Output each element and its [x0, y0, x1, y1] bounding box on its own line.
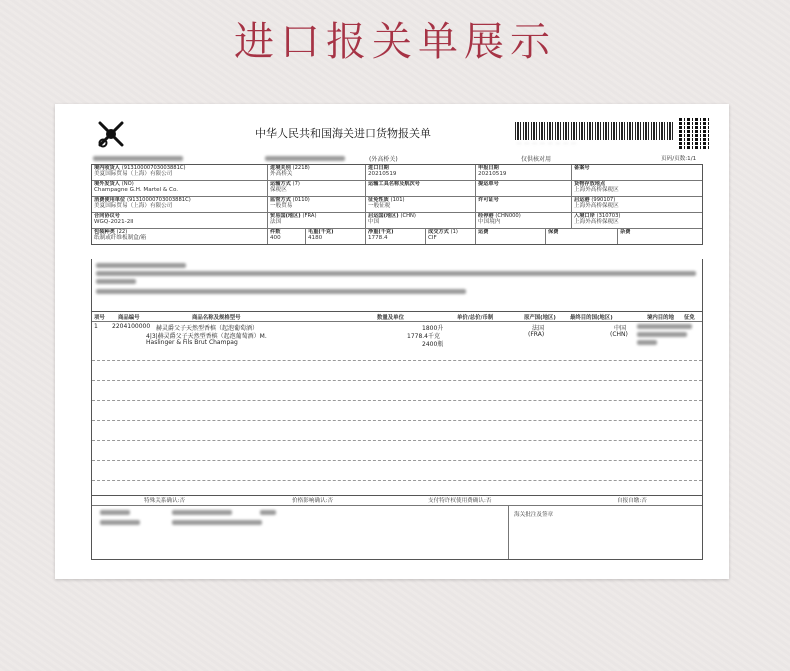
record-no-cell: 备案号 — [571, 165, 702, 180]
insurance-cell: 保费 — [545, 229, 617, 244]
declare-date-cell: 申报日期 20210519 — [475, 165, 571, 180]
redacted-declaration-no — [265, 156, 345, 161]
misc-cell: 杂费 — [617, 229, 702, 244]
customs-note: 海关批注及签章 — [514, 512, 554, 518]
declaration-document — [55, 104, 729, 579]
consumer-cell: 消费使用单位 (91310000703003881C) 美夏国际贸易（上海）有限公司 — [94, 197, 191, 209]
vehicle-cell: 运输工具名称及航次号 — [365, 181, 475, 196]
freight-cell: 运费 — [475, 229, 545, 244]
supervision-cell: 监管方式 (0110) 一般贸易 — [267, 197, 365, 212]
entry-place-cell: 入境口岸 (310703) 上海外高桥保税区 — [571, 213, 702, 228]
shipper-cell: 境外发货人 (NO) Champagne G.H. Martel & Co. — [94, 181, 179, 193]
contract-cell: 合同协议号 WGQ-2021-2II — [94, 213, 134, 225]
header-port: (外高桥关) — [369, 156, 398, 163]
form-title: 中华人民共和国海关进口货物报关单 — [255, 127, 431, 140]
entry-port-cell: 进境关别 (2218) 外高桥关 — [267, 165, 365, 180]
royalty-confirm: 支付特许权使用费确认:否 — [428, 498, 492, 504]
transit-port-cell: 经停港 (CHN000) 中国境内 — [475, 213, 571, 228]
declaration-form — [55, 104, 729, 579]
redacted-destination — [637, 324, 692, 329]
redacted-prerecord-no — [93, 156, 183, 161]
package-cell: 包装种类 (22) 纸制或纤维板制盒/箱 — [94, 229, 147, 241]
goods-table: 项号 商品编号 商品名称及规格型号 数量及单位 单价/总价/币制 原产国(地区) 最终目的国(地区) 境内目的地 征免 1 2204100000 赫灵爵父子天然型香槟（起泡葡萄酒） 4|3|赫灵爵父子天然型香槟（起泡葡萄酒）M. Haslinger & Fils Brut Champag 1800升 1778.4千克 2400瓶 法国 (FRA) 中国 (CHN) — [91, 311, 703, 496]
consignee-cell: 境内收货人 (91310000703003881C) 美夏国际贸易（上海）有限公司 — [94, 165, 186, 177]
origin-country-cell: 启运国(地区) (CHN) 中国 — [365, 213, 475, 228]
dept-port-cell: 启运港 (990107) 上海外高桥保税区 — [571, 197, 702, 212]
pieces-cell: 件数 400 — [267, 229, 305, 244]
gross-weight-cell: 毛重(千克) 4180 — [305, 229, 365, 244]
goods-table-header: 项号 商品编号 商品名称及规格型号 数量及单位 单价/总价/币制 原产国(地区) 最终目的国(地区) 境内目的地 征免 — [92, 312, 702, 322]
net-weight-cell: 净重(千克) 1778.4 — [365, 229, 425, 244]
page-heading: 进口报关单展示 — [234, 19, 556, 65]
import-date-cell: 进口日期 20210519 — [365, 165, 475, 180]
license-cell: 许可证号 — [475, 197, 571, 212]
form-header-grid — [91, 164, 703, 245]
tax-cell: 征免性质 (101) 一般征税 — [365, 197, 475, 212]
price-influence-confirm: 价格影响确认:否 — [292, 498, 334, 504]
storage-cell: 货物存放地点 上海外高桥保税区 — [571, 181, 702, 196]
barcode — [515, 122, 675, 140]
redacted-remarks — [91, 259, 703, 311]
transport-cell: 运输方式 (7) 保税区 — [267, 181, 365, 196]
confirmation-line — [92, 494, 702, 506]
special-relation-confirm: 特殊关系确认:否 — [144, 498, 186, 504]
customs-emblem-icon — [95, 118, 127, 150]
page-info: 页码/页数:1/1 — [661, 156, 697, 162]
header-note: 仅供核对用 — [521, 156, 552, 163]
deal-cell: 成交方式 (1) CIF — [425, 229, 475, 244]
self-report-confirm: 自报自缴:否 — [617, 498, 647, 504]
qr-code — [679, 117, 711, 149]
redacted-declarant — [100, 510, 130, 515]
trade-country-cell: 贸易国(地区) (FRA) 法国 — [267, 213, 365, 228]
barcode-number: ·· ·· ·· ·· ·· ·· ·· ·· — [517, 141, 577, 147]
bill-cell: 提运单号 — [475, 181, 571, 196]
declaration-footer — [91, 494, 703, 560]
